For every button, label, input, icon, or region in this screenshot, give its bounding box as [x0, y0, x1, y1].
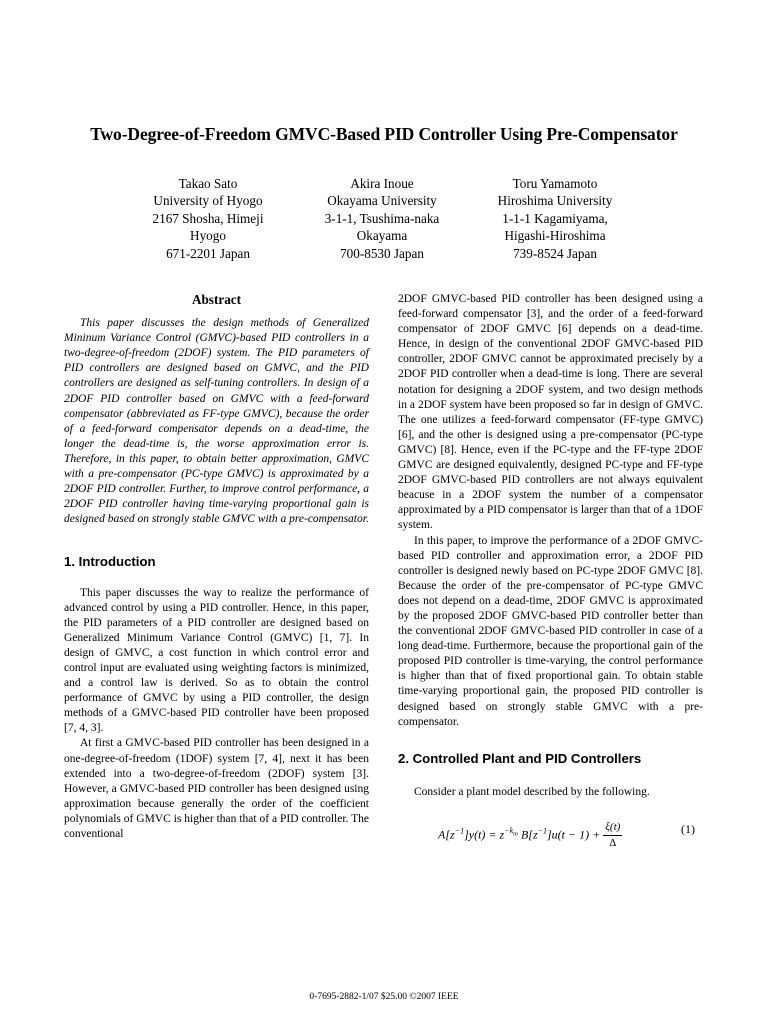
eq-sub: m: [513, 830, 518, 838]
author-affiliation: Hiroshima University: [497, 193, 613, 209]
eq-lhs: A[z: [438, 827, 455, 842]
right-column: [398, 292, 703, 852]
equation-1: [398, 810, 703, 852]
author-block-2: [297, 175, 467, 262]
author-address: Hyogo: [190, 228, 226, 244]
author-postcode: 739-8524 Japan: [513, 245, 597, 261]
eq-frac-numerator: ξ(t): [603, 820, 622, 836]
eq-sup: −1: [537, 826, 548, 836]
eq-mid: ]y(t) = z: [464, 827, 505, 842]
eq-rest: ]u(t − 1) +: [547, 827, 601, 842]
author-address: 3-1-1, Tsushima-naka: [324, 210, 440, 226]
section-heading-introduction: 1. Introduction: [64, 554, 156, 570]
abstract-text: This paper discusses the design methods of Generalized Mininum Variance Control (GMVC)-based PID controllers in a two-degree-of-freedom (2DOF) system. The PID parameters of PID controllers are designed based on GMVC, and the PID controllers are designed as self-tuning controllers. In design of a 2DOF PID controller based on GMVC with a feed-forward compensator (abbreviated as FF-type GMVC), because the order of a feed-forward compensator depends on a dead-time, the longer the dead-time is, the worse approximation error is. Therefore, in this paper, to obtain better approximation, GMVC with a pre-compensator (PC-type GMVC) is approximated by a 2DOF PID controller. Further, to improve control performance, a 2DOF PID controller having time-varying proportional gain is designed based on strongly stable GMVC with a pre-compensator.: [64, 317, 369, 526]
abstract-section: [64, 292, 369, 527]
author-postcode: 700-8530 Japan: [340, 245, 424, 261]
eq-sup: [504, 826, 518, 838]
author-affiliation: Okayama University: [327, 193, 437, 209]
author-address: Okayama: [356, 228, 408, 244]
paragraph: At first a GMVC-based PID controller has been designed in a one-degree-of-freedom (1DOF) system [7, 4], next it has been extended into a two-degree-of-freedom (2DOF) system [3]. However, a GMVC-based PID controller has been designed using approximation because generally the order of the coefficient polynomials of GMVC is higher than that of a PID controller. The conventional: [64, 737, 369, 840]
author-name: Toru Yamamoto: [512, 176, 598, 191]
eq-fraction: [603, 820, 622, 851]
left-column: [64, 292, 369, 842]
paragraph: 2DOF GMVC-based PID controller has been designed using a feed-forward compensator [3], and the order of a feed-forward compensator of 2DOF GMVC [6] depends on a dead-time. Hence, in design of the conventional 2DOF GMVC-based PID controller, 2DOF GMVC cannot be approximated precisely by a 2DOF PID controller when a dead-time is long. There are several notation for designing a 2DOF system, and two design methods in a 2DOF system have been proposed so far in design of GMVC. The one utilizes a feed-forward compensator (FF-type GMVC) [6], and the other is designed using a pre-compensator (PC-type GMVC) [8]. Hence, even if the PC-type and the FF-type 2DOF GMVC are designed equivalently, designed PC-type and FF-type 2DOF GMVC-based PID controllers are not always equivalent beacuse in a 2DOF system the number of a compensator approximated by a PID compensator is larger than that of a 1DOF system.: [398, 293, 703, 532]
author-address: 2167 Shosha, Himeji: [152, 210, 264, 226]
paragraph: In this paper, to improve the performance of a 2DOF GMVC-based PID controller and approximation error, a 2DOF PID controller is designed newly based on PC-type 2DOF GMVC [8]. Because the order of the pre-compensator of PC-type GMVC does not depend on a dead-time, 2DOF GMVC is approximated by the proposed 2DOF GMVC-based PID controller better than the conventional 2DOF GMVC-based PID controller in case of a long dead-time. Furthermore, because the proportional gain of the proposed PID controller is time-varying, the control performance is higher than that of fixed proportional gain. To obtain stable time-varying proportional gain, the proposed PID controller is designed based on strongly stable GMVC with a pre-compensator.: [398, 534, 703, 728]
abstract-heading: Abstract: [191, 292, 242, 307]
author-block-1: [123, 175, 293, 262]
author-name: Takao Sato: [178, 176, 238, 191]
eq-sup-k: −k: [504, 826, 514, 836]
section-heading-plant: 2. Controlled Plant and PID Controllers: [398, 750, 642, 766]
author-address: 1-1-1 Kagamiyama,: [502, 210, 608, 226]
eq-sup: −1: [454, 826, 465, 836]
paragraph: This paper discusses the way to realize the performance of advanced control by using a PID controller. Hence, in this paper, the PID parameters of a PID controller are designed based on Generalized Minimum Variance Control (GMVC) [1, 7]. In design of GMVC, a cost function in which control error and control input are evaluated using weighting factors is minimized, and a control law is derived. So as to obtain the control performance of GMVC by using a PID controller, the design methods of a GMVC-based PID controller have been proposed [7, 4, 3].: [64, 586, 369, 735]
paper-title: Two-Degree-of-Freedom GMVC-Based PID Controller Using Pre-Compensator: [90, 124, 678, 144]
eq-b: B[z: [517, 827, 538, 842]
equation-number: (1): [681, 821, 695, 836]
eq-frac-denominator: Δ: [609, 837, 617, 849]
author-affiliation: University of Hyogo: [153, 193, 263, 209]
author-address: Higashi-Hiroshima: [504, 228, 606, 244]
footer-copyright: 0-7695-2882-1/07 $25.00 ©2007 IEEE: [309, 992, 459, 1002]
paragraph: Consider a plant model described by the following.: [414, 785, 650, 798]
equation-body: [438, 820, 622, 851]
author-name: Akira Inoue: [350, 176, 414, 191]
author-block-3: [470, 175, 640, 262]
author-postcode: 671-2201 Japan: [166, 245, 250, 261]
